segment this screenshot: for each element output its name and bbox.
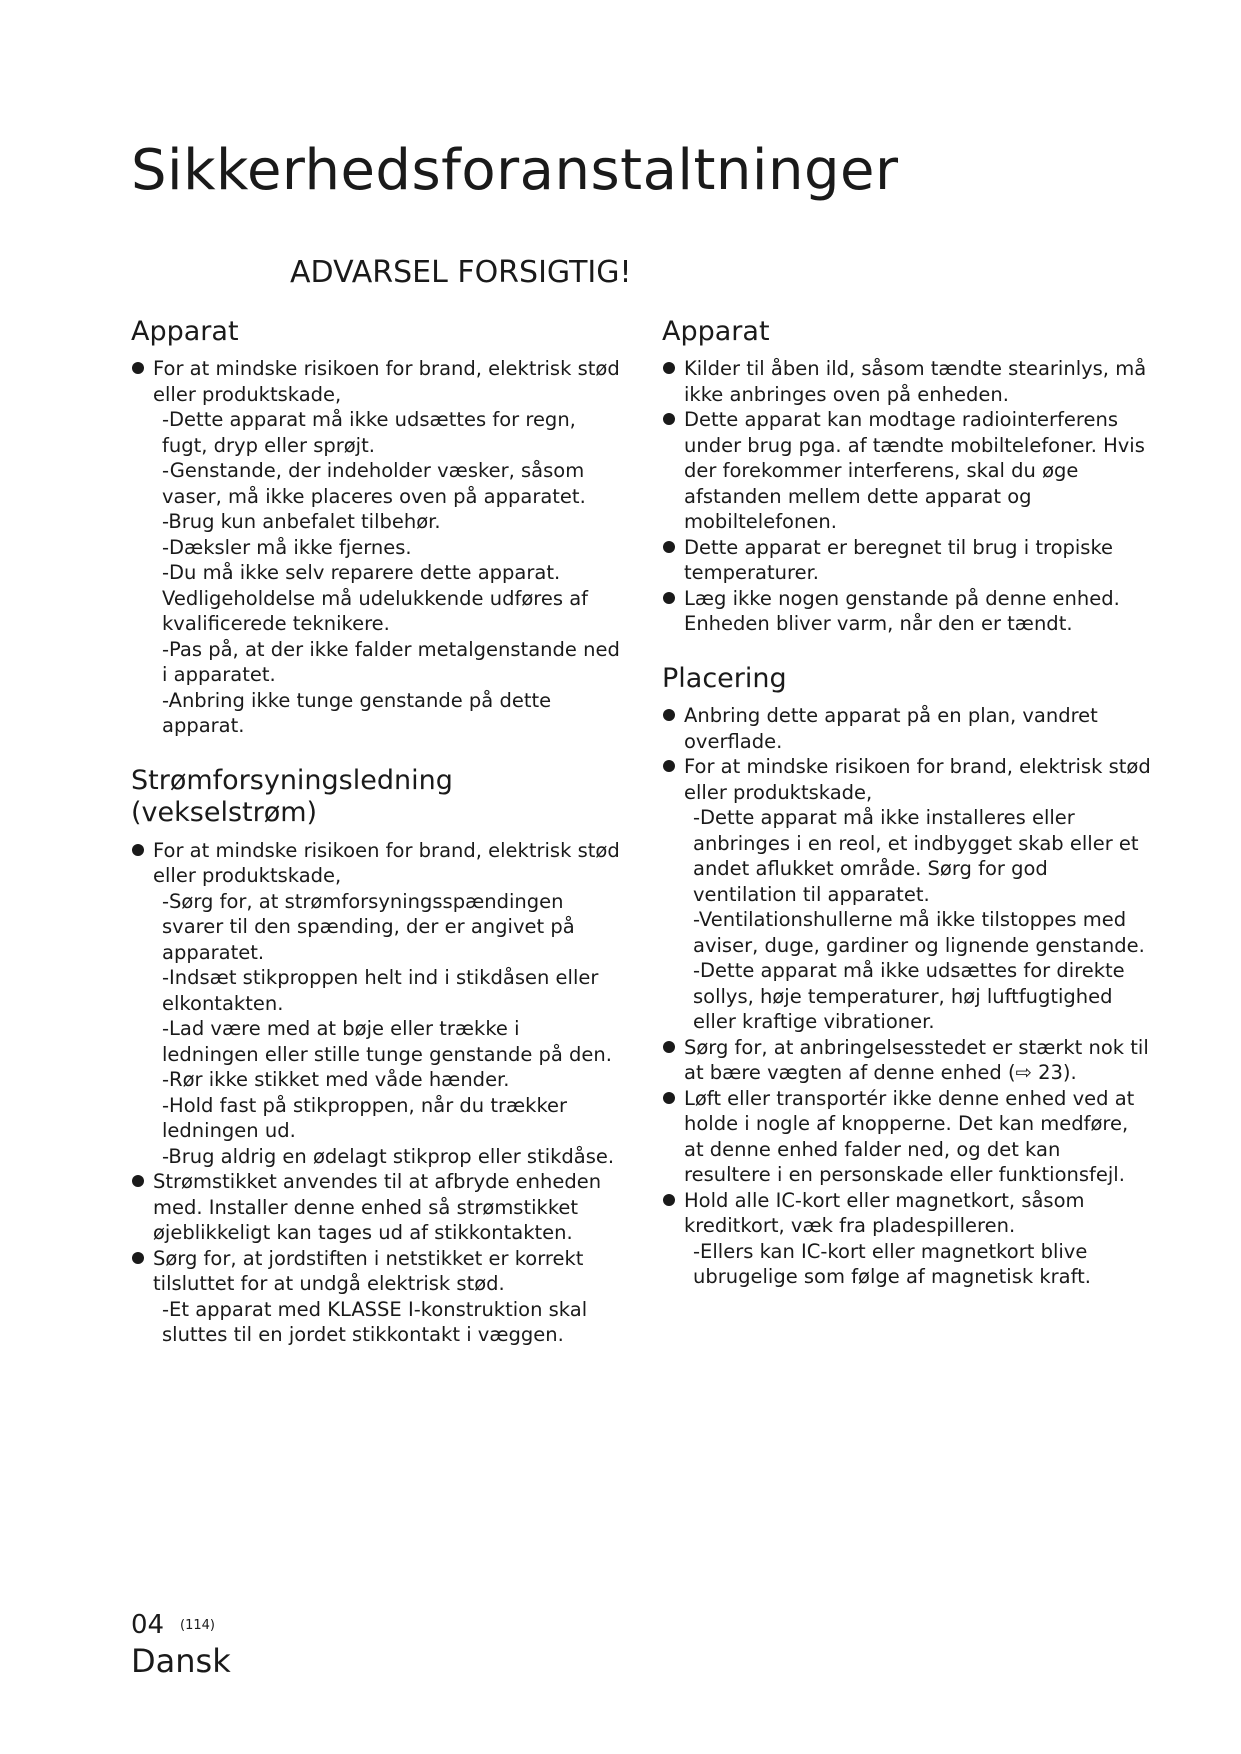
item-text: Strømstikket anvendes til at afbryde enheden med. Installer denne enhed så strømstikket øjeblikkeligt kan tages ud af stikkontakten. — [153, 1170, 602, 1245]
list-item — [662, 1086, 1152, 1188]
list-item — [131, 356, 621, 739]
bullet-icon — [663, 760, 675, 772]
list-item — [131, 838, 621, 1170]
bullet-icon — [663, 413, 675, 425]
bullet-icon — [132, 362, 144, 374]
list-item — [662, 586, 1152, 637]
bullet-list — [662, 356, 1152, 637]
section-heading: Apparat — [662, 316, 770, 347]
section — [662, 316, 1152, 637]
sub-item-text: -Lad være med at bøje eller trække i ledningen eller stille tunge genstande på den. — [162, 1017, 612, 1066]
bullet-list — [662, 703, 1152, 1290]
page-number: 04 — [131, 1610, 165, 1640]
sub-item-text: -Dette apparat må ikke installeres eller anbringes i en reol, et indbygget skab eller et andet aflukket område. Sørg for god ventilation til apparatet. — [693, 806, 1139, 906]
item-text: Læg ikke nogen genstande på denne enhed. Enheden bliver varm, når den er tændt. — [684, 586, 1120, 636]
sub-item-text: -Rør ikke stikket med våde hænder. — [162, 1068, 510, 1092]
item-text: Sørg for, at anbringelsesstedet er stærkt nok til at bære vægten af denne enhed (⇨ 23). — [684, 1035, 1149, 1085]
sub-item-text: -Ventilationshullerne må ikke tilstoppes med aviser, duge, gardiner og lignende genstande. — [693, 908, 1145, 957]
list-item — [662, 356, 1152, 407]
sub-item-text: -Dette apparat må ikke udsættes for direkte sollys, høje temperaturer, høj luftfugtighed eller kraftige vibrationer. — [693, 959, 1125, 1034]
item-text: Kilder til åben ild, såsom tændte stearinlys, må ikke anbringes oven på enheden. — [684, 357, 1147, 406]
sub-item-text: -Du må ikke selv reparere dette apparat. Vedligeholdelse må udelukkende udføres af kvalificerede teknikere. — [162, 561, 589, 636]
sub-item-text: -Anbring ikke tunge genstande på dette apparat. — [162, 688, 552, 738]
warning-heading: ADVARSEL FORSIGTIG! — [290, 255, 632, 290]
list-item — [662, 535, 1152, 586]
list-item — [662, 1188, 1152, 1290]
item-text: For at mindske risikoen for brand, elektrisk stød eller produktskade, — [684, 755, 1151, 804]
section-heading: Strømforsyningsledning (vekselstrøm) — [131, 764, 453, 829]
sub-item-text: -Ellers kan IC-kort eller magnetkort blive ubrugelige som følge af magnetisk kraft. — [693, 1239, 1091, 1289]
item-text: Hold alle IC-kort eller magnetkort, såsom kreditkort, væk fra pladespilleren. — [684, 1188, 1085, 1238]
sub-item-text: -Indsæt stikproppen helt ind i stikdåsen eller elkontakten. — [162, 966, 599, 1015]
list-item — [662, 407, 1152, 535]
list-item — [662, 754, 1152, 1035]
sub-item-text: -Et apparat med KLASSE I-konstruktion skal sluttes til en jordet stikkontakt i væggen. — [162, 1297, 588, 1347]
left-column — [131, 316, 621, 1374]
list-item — [131, 1169, 621, 1246]
bullet-icon — [132, 1175, 144, 1187]
item-text: Anbring dette apparat på en plan, vandret overflade. — [684, 704, 1098, 753]
sub-item-text: -Brug kun anbefalet tilbehør. — [162, 510, 441, 534]
sub-item-text: -Dæksler må ikke fjernes. — [162, 535, 412, 559]
bullet-icon — [663, 1092, 675, 1104]
bullet-icon — [132, 844, 144, 856]
bullet-icon — [132, 1252, 144, 1264]
sub-item-text: -Dette apparat må ikke udsættes for regn, fugt, dryp eller sprøjt. — [162, 408, 576, 457]
sub-item-text: -Brug aldrig en ødelagt stikprop eller stikdåse. — [162, 1144, 615, 1168]
item-text: Sørg for, at jordstiften i netstikket er korrekt tilsluttet for at undgå elektrisk stød. — [153, 1246, 584, 1296]
language-label: Dansk — [131, 1642, 231, 1680]
sub-item-text: -Hold fast på stikproppen, når du trækker ledningen ud. — [162, 1093, 568, 1143]
section-heading: Apparat — [131, 316, 239, 347]
sub-item-text: -Sørg for, at strømforsyningsspændingen svarer til den spænding, der er angivet på apparatet. — [162, 889, 575, 964]
bullet-icon — [663, 592, 675, 604]
page-reference: (114) — [180, 1618, 215, 1633]
item-text: For at mindske risikoen for brand, elektrisk stød eller produktskade, — [153, 838, 620, 888]
bullet-list — [131, 356, 621, 739]
item-text: For at mindske risikoen for brand, elektrisk stød eller produktskade, — [153, 357, 620, 406]
section — [662, 663, 1152, 1290]
item-text: Dette apparat kan modtage radiointerferens under brug pga. af tændte mobiltelefoner. Hvis der forekommer interferens, skal du øge afstanden mellem dette apparat og mobiltelefonen. — [684, 408, 1145, 534]
bullet-list — [131, 838, 621, 1348]
bullet-icon — [663, 1041, 675, 1053]
sub-item-text: -Genstande, der indeholder væsker, såsom vaser, må ikke placeres oven på apparatet. — [162, 459, 586, 508]
right-column — [662, 316, 1152, 1316]
bullet-icon — [663, 1194, 675, 1206]
list-item — [662, 1035, 1152, 1086]
sub-item-text: -Pas på, at der ikke falder metalgenstande ned i apparatet. — [162, 637, 620, 687]
section — [131, 316, 621, 739]
section-heading: Placering — [662, 662, 787, 694]
section — [131, 765, 621, 1348]
item-text: Dette apparat er beregnet til brug i tropiske temperaturer. — [684, 535, 1114, 585]
item-text: Løft eller transportér ikke denne enhed ved at holde i nogle af knopperne. Det kan medføre, at denne enhed falder ned, og det kan resultere i en personskade eller funktionsfejl. — [684, 1086, 1135, 1187]
list-item — [131, 1246, 621, 1348]
page-title: Sikkerhedsforanstaltninger — [131, 138, 899, 203]
bullet-icon — [663, 362, 675, 374]
bullet-icon — [663, 541, 675, 553]
bullet-icon — [663, 709, 675, 721]
list-item — [662, 703, 1152, 754]
